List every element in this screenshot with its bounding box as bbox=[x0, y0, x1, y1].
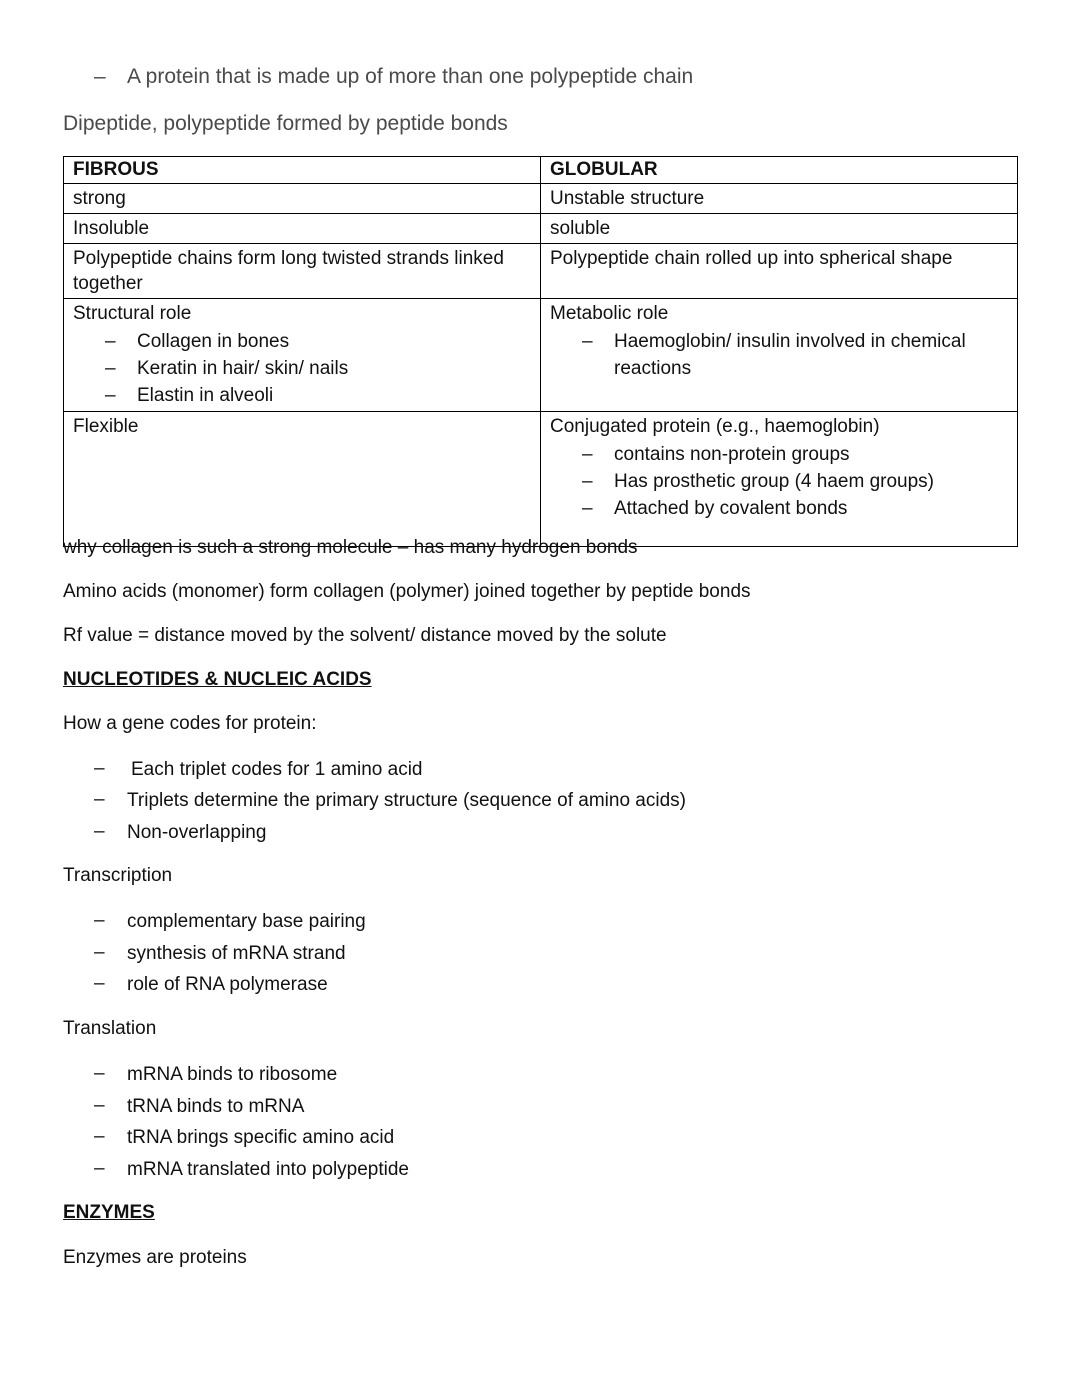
translation-item: mRNA binds to ribosome bbox=[127, 1064, 338, 1085]
globular-examples-list bbox=[550, 328, 1008, 382]
gene-item: Triplets determine the primary structure (sequence of amino acids) bbox=[127, 790, 686, 811]
bullet-dash: – bbox=[94, 1063, 105, 1084]
bullet-dash: – bbox=[94, 821, 105, 842]
list-item: – Attached by covalent bonds bbox=[582, 495, 1008, 522]
intro-bullet-dash: – bbox=[94, 65, 106, 88]
cell-globular: Polypeptide chain rolled up into spherical shape bbox=[541, 244, 1018, 299]
gene-item: Non-overlapping bbox=[127, 822, 267, 843]
cell-fibrous bbox=[64, 299, 541, 412]
list-item: – Elastin in alveoli bbox=[105, 382, 531, 409]
note-collagen: why collagen is such a strong molecule – has many hydrogen bonds bbox=[63, 537, 638, 558]
table-row bbox=[64, 299, 1018, 412]
cell-fibrous-title: Structural role bbox=[73, 303, 192, 324]
list-item: – Has prosthetic group (4 haem groups) bbox=[582, 468, 1008, 495]
cell-globular: soluble bbox=[541, 214, 1018, 244]
cell-globular-title: Metabolic role bbox=[550, 303, 669, 324]
bullet-dash: – bbox=[94, 1158, 105, 1179]
enzymes-line: Enzymes are proteins bbox=[63, 1247, 247, 1268]
header-fibrous: FIBROUS bbox=[64, 157, 541, 184]
translation-title: Translation bbox=[63, 1018, 157, 1039]
cell-globular bbox=[541, 412, 1018, 547]
intro-bullet-text: A protein that is made up of more than one polypeptide chain bbox=[127, 65, 694, 88]
translation-item: tRNA brings specific amino acid bbox=[127, 1127, 395, 1148]
bullet-dash: – bbox=[94, 1126, 105, 1147]
intro-line: Dipeptide, polypeptide formed by peptide bonds bbox=[63, 112, 508, 135]
bullet-dash: – bbox=[94, 758, 105, 779]
cell-fibrous: Flexible bbox=[64, 412, 541, 547]
list-item: – contains non-protein groups bbox=[582, 441, 1008, 468]
table-row bbox=[64, 244, 1018, 299]
conjugated-protein-list bbox=[550, 441, 1008, 522]
header-globular: GLOBULAR bbox=[541, 157, 1018, 184]
bullet-dash: – bbox=[94, 910, 105, 931]
table-header-row bbox=[64, 157, 1018, 184]
note-rf-value: Rf value = distance moved by the solvent/ distance moved by the solute bbox=[63, 625, 667, 646]
bullet-dash: – bbox=[94, 1095, 105, 1116]
table-row bbox=[64, 214, 1018, 244]
cell-fibrous: Polypeptide chains form long twisted strands linked together bbox=[64, 244, 541, 299]
list-item: – Haemoglobin/ insulin involved in chemical reactions bbox=[582, 328, 1008, 382]
transcription-item: synthesis of mRNA strand bbox=[127, 943, 346, 964]
cell-globular-title: Conjugated protein (e.g., haemoglobin) bbox=[550, 416, 880, 437]
table-row bbox=[64, 184, 1018, 214]
list-item: – Collagen in bones bbox=[105, 328, 531, 355]
list-item: – Keratin in hair/ skin/ nails bbox=[105, 355, 531, 382]
note-amino-acids: Amino acids (monomer) form collagen (polymer) joined together by peptide bonds bbox=[63, 581, 751, 602]
cell-fibrous: strong bbox=[64, 184, 541, 214]
gene-title: How a gene codes for protein: bbox=[63, 713, 317, 734]
fibrous-examples-list bbox=[73, 328, 531, 409]
cell-fibrous: Insoluble bbox=[64, 214, 541, 244]
table-row bbox=[64, 412, 1018, 547]
transcription-item: complementary base pairing bbox=[127, 911, 366, 932]
translation-item: tRNA binds to mRNA bbox=[127, 1096, 305, 1117]
transcription-item: role of RNA polymerase bbox=[127, 974, 328, 995]
cell-globular: Unstable structure bbox=[541, 184, 1018, 214]
heading-nucleotides: NUCLEOTIDES & NUCLEIC ACIDS bbox=[63, 669, 372, 690]
cell-globular bbox=[541, 299, 1018, 412]
bullet-dash: – bbox=[94, 789, 105, 810]
bullet-dash: – bbox=[94, 942, 105, 963]
fibrous-globular-table bbox=[63, 156, 1018, 547]
bullet-dash: – bbox=[94, 973, 105, 994]
transcription-title: Transcription bbox=[63, 865, 173, 886]
heading-enzymes: ENZYMES bbox=[63, 1202, 155, 1223]
translation-item: mRNA translated into polypeptide bbox=[127, 1159, 409, 1180]
gene-item: Each triplet codes for 1 amino acid bbox=[131, 759, 423, 780]
